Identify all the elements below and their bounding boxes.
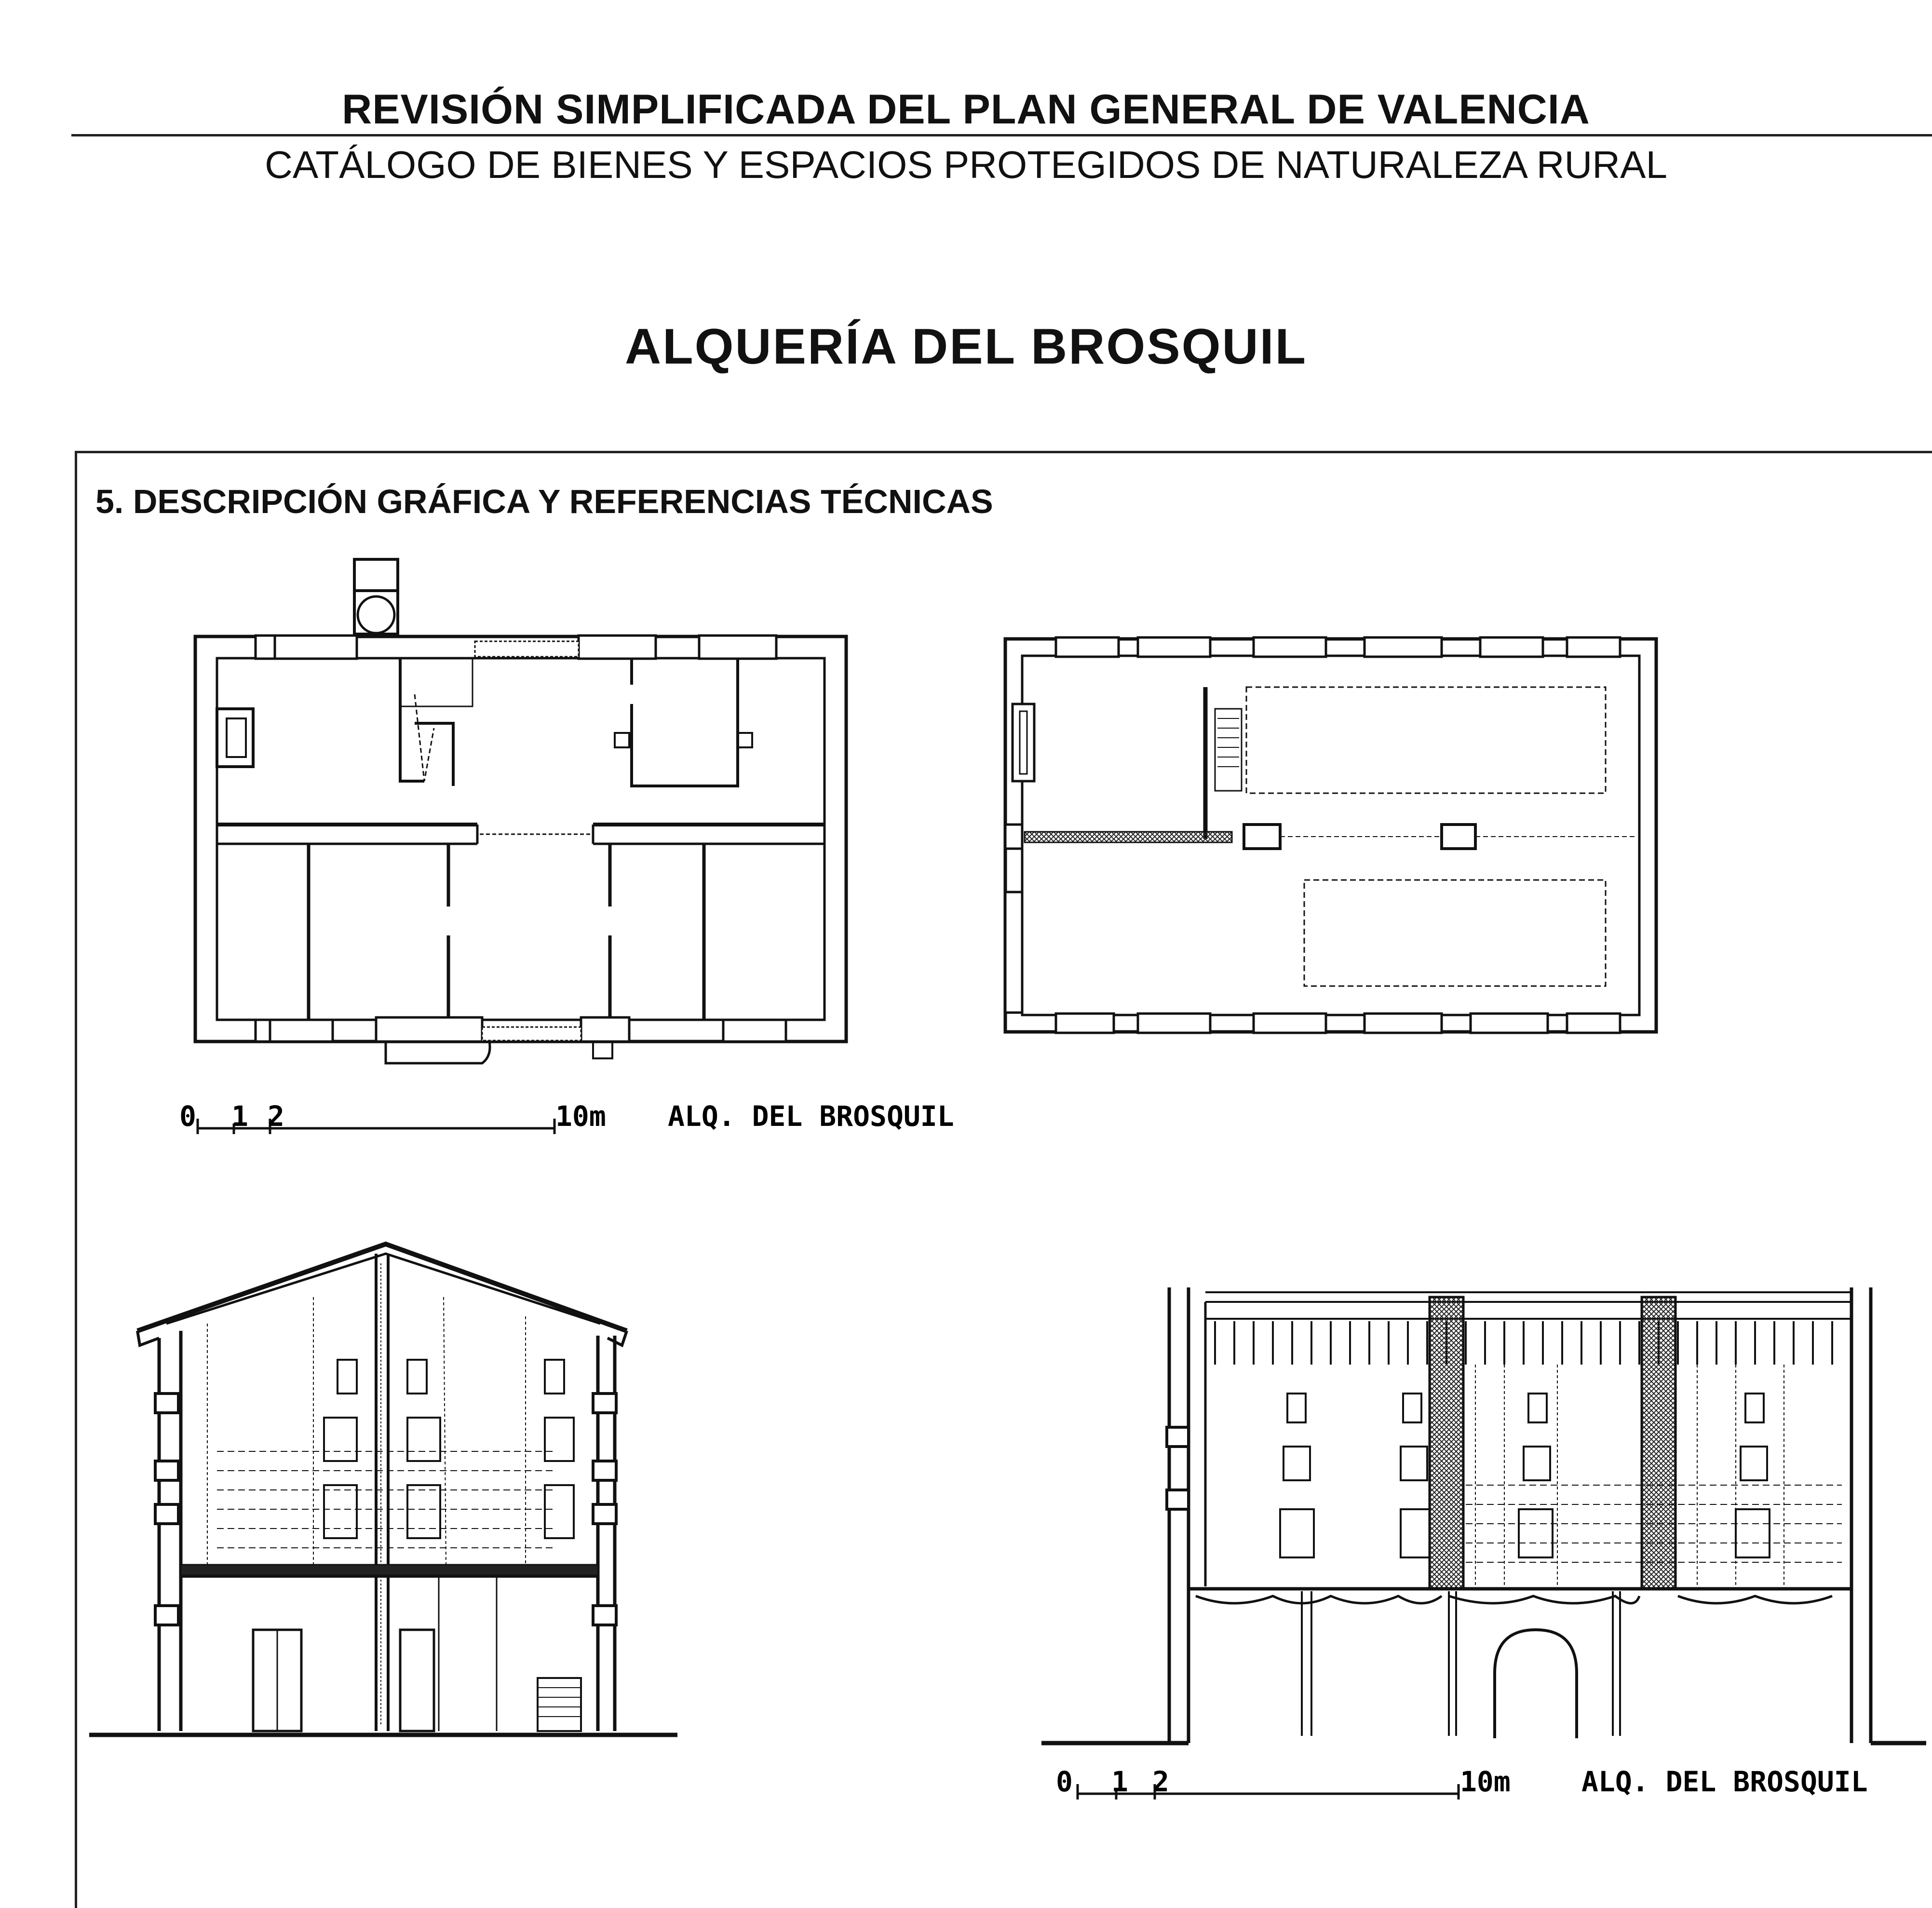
scale-bar-1-tick-2: 2 — [268, 1100, 284, 1133]
scale-bar-1 — [179, 1100, 954, 1134]
record-title: ALQUERÍA DEL BROSQUIL — [624, 319, 1308, 375]
elevation-drawing — [1041, 1287, 1926, 1743]
header-subtitle: CATÁLOGO DE BIENES Y ESPACIOS PROTEGIDOS DE NATURALEZA RURAL — [265, 143, 1667, 186]
scale-bar-2-tick-0: 0 — [1056, 1765, 1073, 1798]
scale-bar-2-line — [1078, 1784, 1459, 1800]
scale-bar-1-caption: ALQ. DEL BROSQUIL — [668, 1100, 954, 1133]
scale-bar-2-tick-2: 2 — [1152, 1765, 1169, 1798]
scale-bar-2-caption: ALQ. DEL BROSQUIL — [1581, 1765, 1868, 1798]
scale-bar-2-tick-1: 1 — [1111, 1765, 1128, 1798]
scale-bar-1-tick-1: 1 — [231, 1100, 248, 1133]
scale-bar-1-line — [198, 1119, 554, 1134]
scale-bar-2 — [1056, 1765, 1868, 1800]
section-heading: 5. DESCRIPCIÓN GRÁFICA Y REFERENCIAS TÉCNICAS — [95, 483, 993, 520]
scale-bar-1-tick-0: 0 — [179, 1100, 196, 1133]
scale-bar-1-end: 10m — [555, 1100, 606, 1133]
scale-bar-2-end: 10m — [1460, 1765, 1511, 1798]
ground-floor-plan — [195, 559, 846, 1063]
upper-floor-plan — [1005, 637, 1656, 1033]
header-title: REVISIÓN SIMPLIFICADA DEL PLAN GENERAL DE VALENCIA — [342, 86, 1590, 133]
cross-section-drawing — [89, 1244, 677, 1735]
